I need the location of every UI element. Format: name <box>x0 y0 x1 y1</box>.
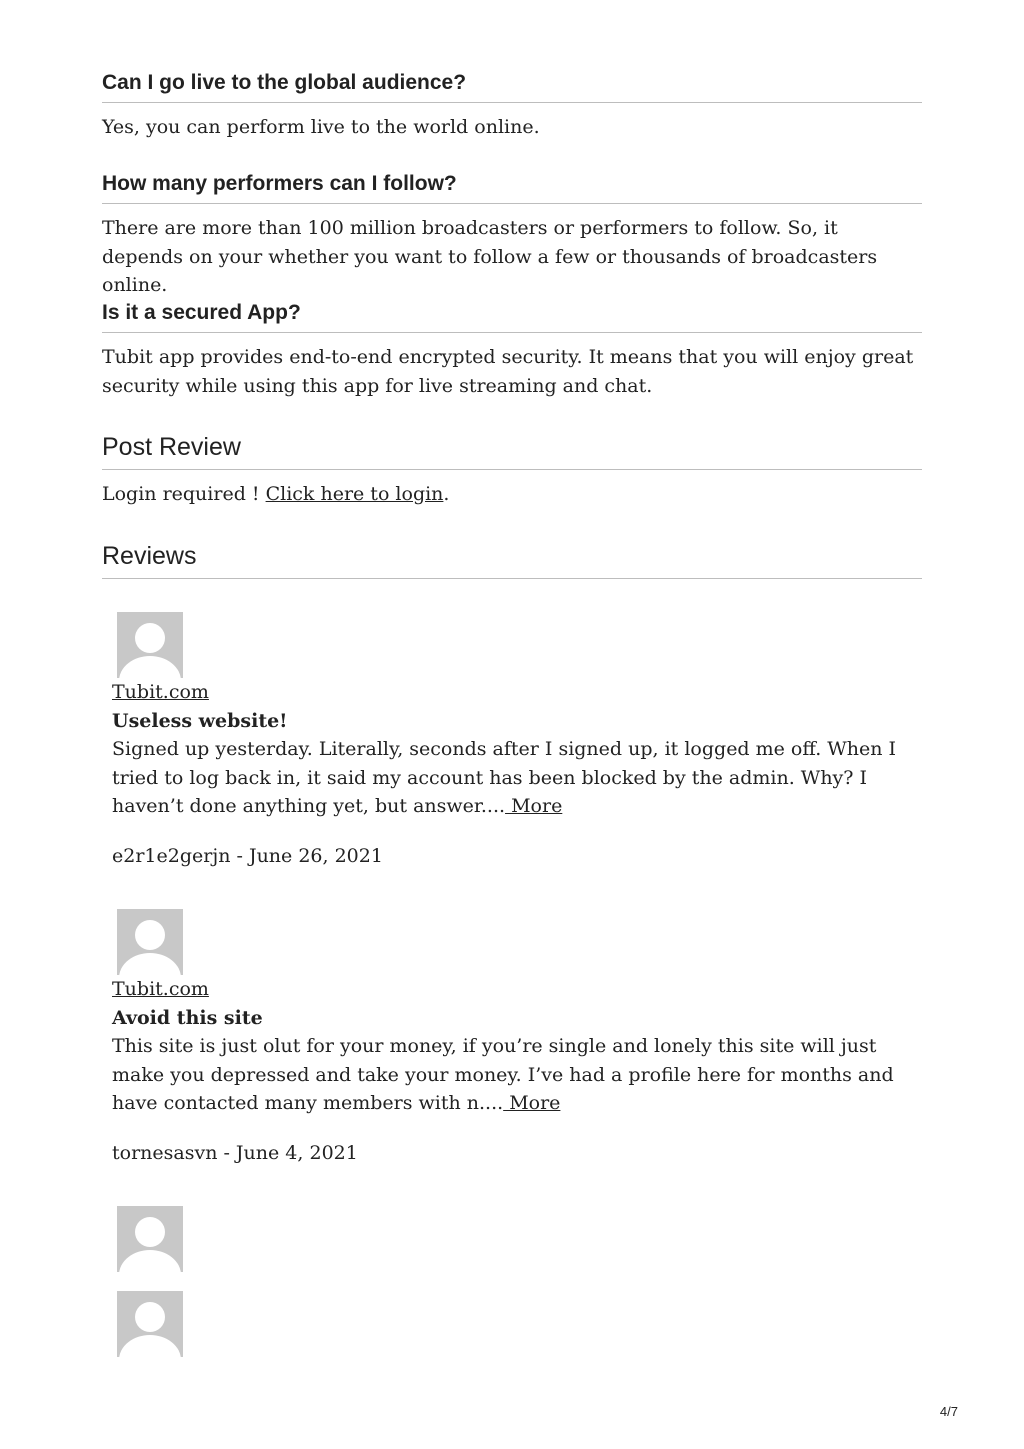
review-text <box>112 735 927 821</box>
post-review-section <box>102 432 922 509</box>
review-site-link[interactable]: Tubit.com <box>112 978 209 1000</box>
review-more-link[interactable]: More <box>503 1092 561 1114</box>
avatar-icon <box>117 1206 183 1272</box>
review-title: Useless website! <box>112 709 288 732</box>
reviews-heading: Reviews <box>102 541 922 579</box>
faq-answer: Tubit app provides end-to-end encrypted security. It means that you will enjoy great security while using this app for live streaming and chat. <box>102 346 914 397</box>
review-text <box>112 1032 927 1118</box>
faq-answer: Yes, you can perform live to the world online. <box>102 116 540 138</box>
review-title: Avoid this site <box>112 1006 263 1029</box>
avatar-icon <box>117 909 183 975</box>
faq-question: How many performers can I follow? <box>102 171 922 204</box>
review-card <box>112 909 927 1167</box>
login-prefix: Login required ! <box>102 483 266 505</box>
review-card <box>112 1291 927 1357</box>
faq-question: Can I go live to the global audience? <box>102 70 922 103</box>
login-suffix: . <box>443 483 450 505</box>
faq-question: Is it a secured App? <box>102 300 922 333</box>
login-required-text <box>102 480 922 509</box>
page-number: 4/7 <box>939 1404 958 1419</box>
post-review-heading: Post Review <box>102 432 922 470</box>
login-link[interactable]: Click here to login <box>265 483 444 505</box>
review-more-link[interactable]: More <box>505 795 563 817</box>
reviews-section <box>102 541 922 579</box>
review-body: Signed up yesterday. Literally, seconds after I signed up, it logged me off. When I tried to log back in, it said my account has been blocked by the admin. Why? I haven’t done anything yet, but answer.... <box>112 738 897 817</box>
faq-answer: There are more than 100 million broadcasters or performers to follow. So, it depends on your whether you want to follow a few or thousands of broadcasters online. <box>102 217 878 296</box>
review-card <box>112 612 927 870</box>
review-card <box>112 1206 927 1272</box>
review-body: This site is just olut for your money, if you’re single and lonely this site will just make you depressed and take your money. I’ve had a profile here for months and have contacted many members with n.... <box>112 1035 894 1114</box>
review-meta: e2r1e2gerjn - June 26, 2021 <box>112 844 383 867</box>
avatar-icon <box>117 612 183 678</box>
review-meta: tornesasvn - June 4, 2021 <box>112 1141 358 1164</box>
avatar-icon <box>117 1291 183 1357</box>
review-site-link[interactable]: Tubit.com <box>112 681 209 703</box>
faq-item <box>102 171 922 300</box>
faq-item <box>102 70 922 142</box>
faq-item <box>102 300 922 400</box>
